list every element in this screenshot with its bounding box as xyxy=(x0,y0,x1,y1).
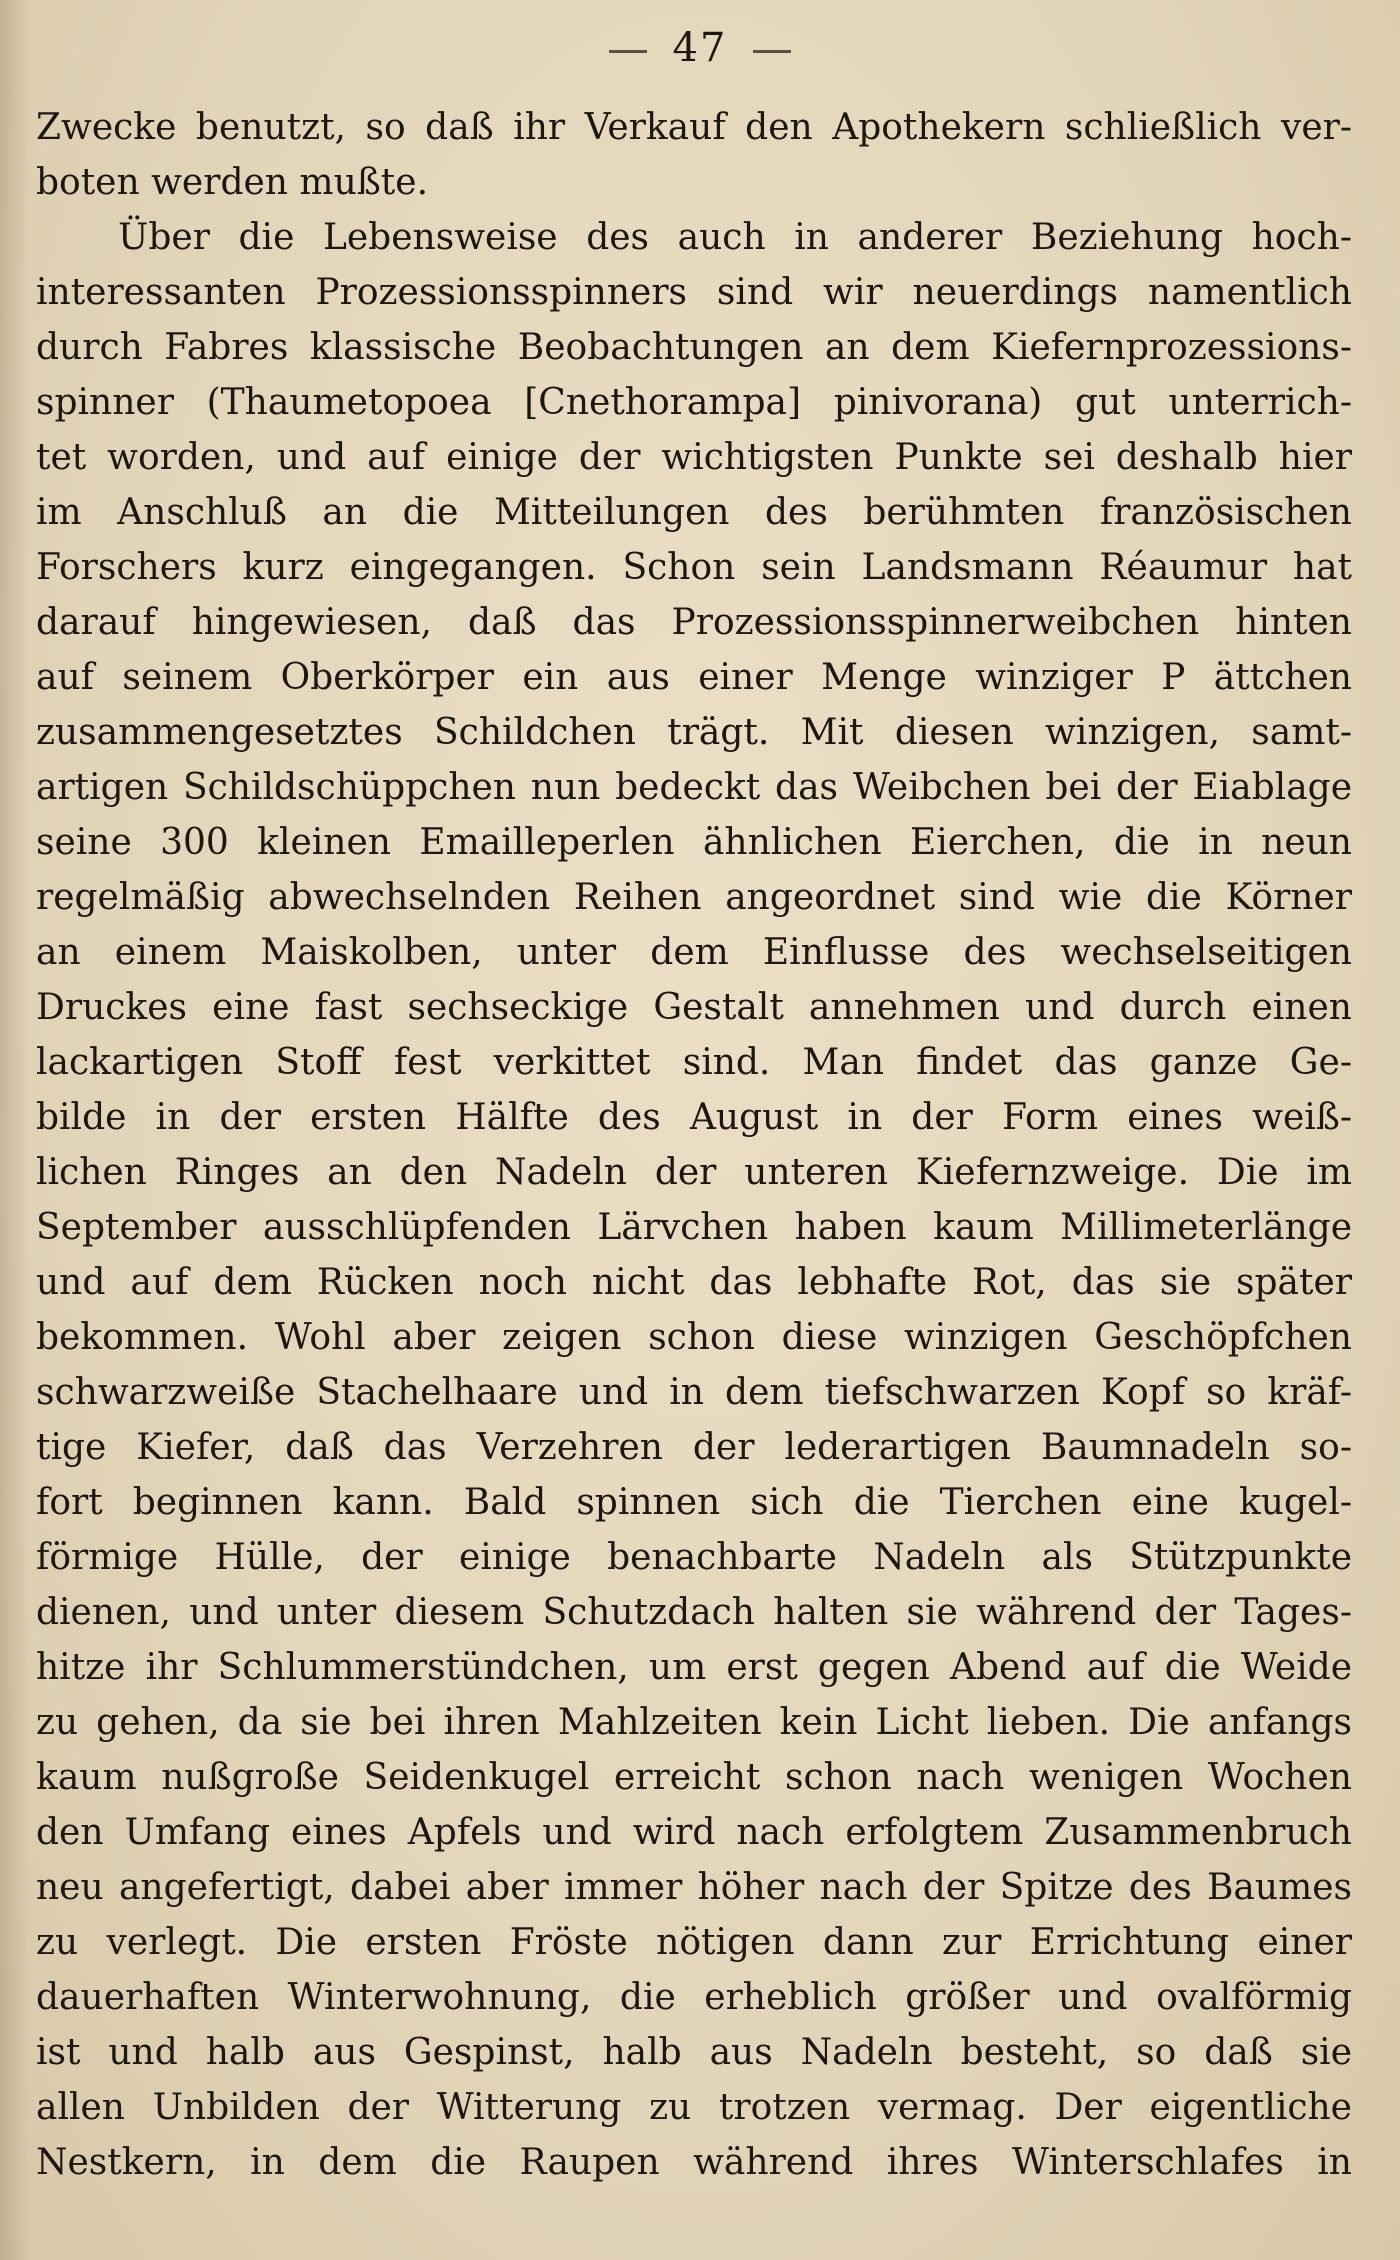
text-line: an einem Maiskolben, unter dem Einflusse des wechselseitigen xyxy=(36,932,1352,973)
text-line: bilde in der ersten Hälfte des August in der Form eines weiß- xyxy=(36,1097,1352,1138)
header-dash-right xyxy=(753,50,791,53)
text-line: zu gehen, da sie bei ihren Mahlzeiten kein Licht lieben. Die anfangs xyxy=(36,1702,1352,1743)
text-line: Über die Lebensweise des auch in anderer Beziehung hoch- xyxy=(118,217,1352,258)
header-dash-left xyxy=(609,50,647,53)
text-line: spinner (Thaumetopoea [Cnethorampa] pinivorana) gut unterrich- xyxy=(36,382,1352,423)
page-gutter-shadow xyxy=(0,0,30,2260)
text-line: dienen, und unter diesem Schutzdach halten sie während der Tages- xyxy=(36,1592,1352,1633)
text-line: Druckes eine fast sechseckige Gestalt annehmen und durch einen xyxy=(36,987,1352,1028)
body-text xyxy=(36,100,1352,2190)
page-header xyxy=(0,18,1400,78)
text-line: neu angefertigt, dabei aber immer höher nach der Spitze des Baumes xyxy=(36,1867,1352,1908)
text-line: lackartigen Stoff fest verkittet sind. Man findet das ganze Ge- xyxy=(36,1042,1352,1083)
text-line: fort beginnen kann. Bald spinnen sich die Tierchen eine kugel- xyxy=(36,1482,1352,1523)
text-line: hitze ihr Schlummerstündchen, um erst gegen Abend auf die Weide xyxy=(36,1647,1352,1688)
text-line: kaum nußgroße Seidenkugel erreicht schon nach wenigen Wochen xyxy=(36,1757,1352,1798)
text-line: tige Kiefer, daß das Verzehren der lederartigen Baumnadeln so- xyxy=(36,1427,1352,1468)
text-line: artigen Schildschüppchen nun bedeckt das Weibchen bei der Eiablage xyxy=(36,767,1352,808)
text-line: darauf hingewiesen, daß das Prozessionsspinnerweibchen hinten xyxy=(36,602,1352,643)
text-line: Nestkern, in dem die Raupen während ihres Winterschlafes in xyxy=(36,2142,1352,2183)
text-line: zu verlegt. Die ersten Fröste nötigen dann zur Errichtung einer xyxy=(36,1922,1352,1963)
text-line: lichen Ringes an den Nadeln der unteren Kiefernzweige. Die im xyxy=(36,1152,1352,1193)
text-line: den Umfang eines Apfels und wird nach erfolgtem Zusammenbruch xyxy=(36,1812,1352,1853)
page-number: 47 xyxy=(672,25,728,71)
text-line: dauerhaften Winterwohnung, die erheblich größer und ovalförmig xyxy=(36,1977,1352,2018)
text-line: regelmäßig abwechselnden Reihen angeordnet sind wie die Körner xyxy=(36,877,1352,918)
text-line: September ausschlüpfenden Lärvchen haben kaum Millimeterlänge xyxy=(36,1207,1352,1248)
text-line: tet worden, und auf einige der wichtigsten Punkte sei deshalb hier xyxy=(36,437,1352,478)
text-line: Zwecke benutzt, so daß ihr Verkauf den Apothekern schließlich ver- xyxy=(36,107,1352,148)
text-line: seine 300 kleinen Emailleperlen ähnlichen Eierchen, die in neun xyxy=(36,822,1352,863)
text-line: Forschers kurz eingegangen. Schon sein Landsmann Réaumur hat xyxy=(36,547,1352,588)
text-line: bekommen. Wohl aber zeigen schon diese winzigen Geschöpfchen xyxy=(36,1317,1352,1358)
text-line: interessanten Prozessionsspinners sind wir neuerdings namentlich xyxy=(36,272,1352,313)
text-line: allen Unbilden der Witterung zu trotzen vermag. Der eigentliche xyxy=(36,2087,1352,2128)
text-line: ist und halb aus Gespinst, halb aus Nadeln besteht, so daß sie xyxy=(36,2032,1352,2073)
text-line: schwarzweiße Stachelhaare und in dem tiefschwarzen Kopf so kräf- xyxy=(36,1372,1352,1413)
text-line: förmige Hülle, der einige benachbarte Nadeln als Stützpunkte xyxy=(36,1537,1352,1578)
text-line: und auf dem Rücken noch nicht das lebhafte Rot, das sie später xyxy=(36,1262,1352,1303)
text-line: durch Fabres klassische Beobachtungen an dem Kiefernprozessions- xyxy=(36,327,1352,368)
text-line: auf seinem Oberkörper ein aus einer Menge winziger P ättchen xyxy=(36,657,1352,698)
text-line: im Anschluß an die Mitteilungen des berühmten französischen xyxy=(36,492,1352,533)
text-line: boten werden mußte. xyxy=(36,162,429,203)
text-line: zusammengesetztes Schildchen trägt. Mit diesen winzigen, samt- xyxy=(36,712,1352,753)
